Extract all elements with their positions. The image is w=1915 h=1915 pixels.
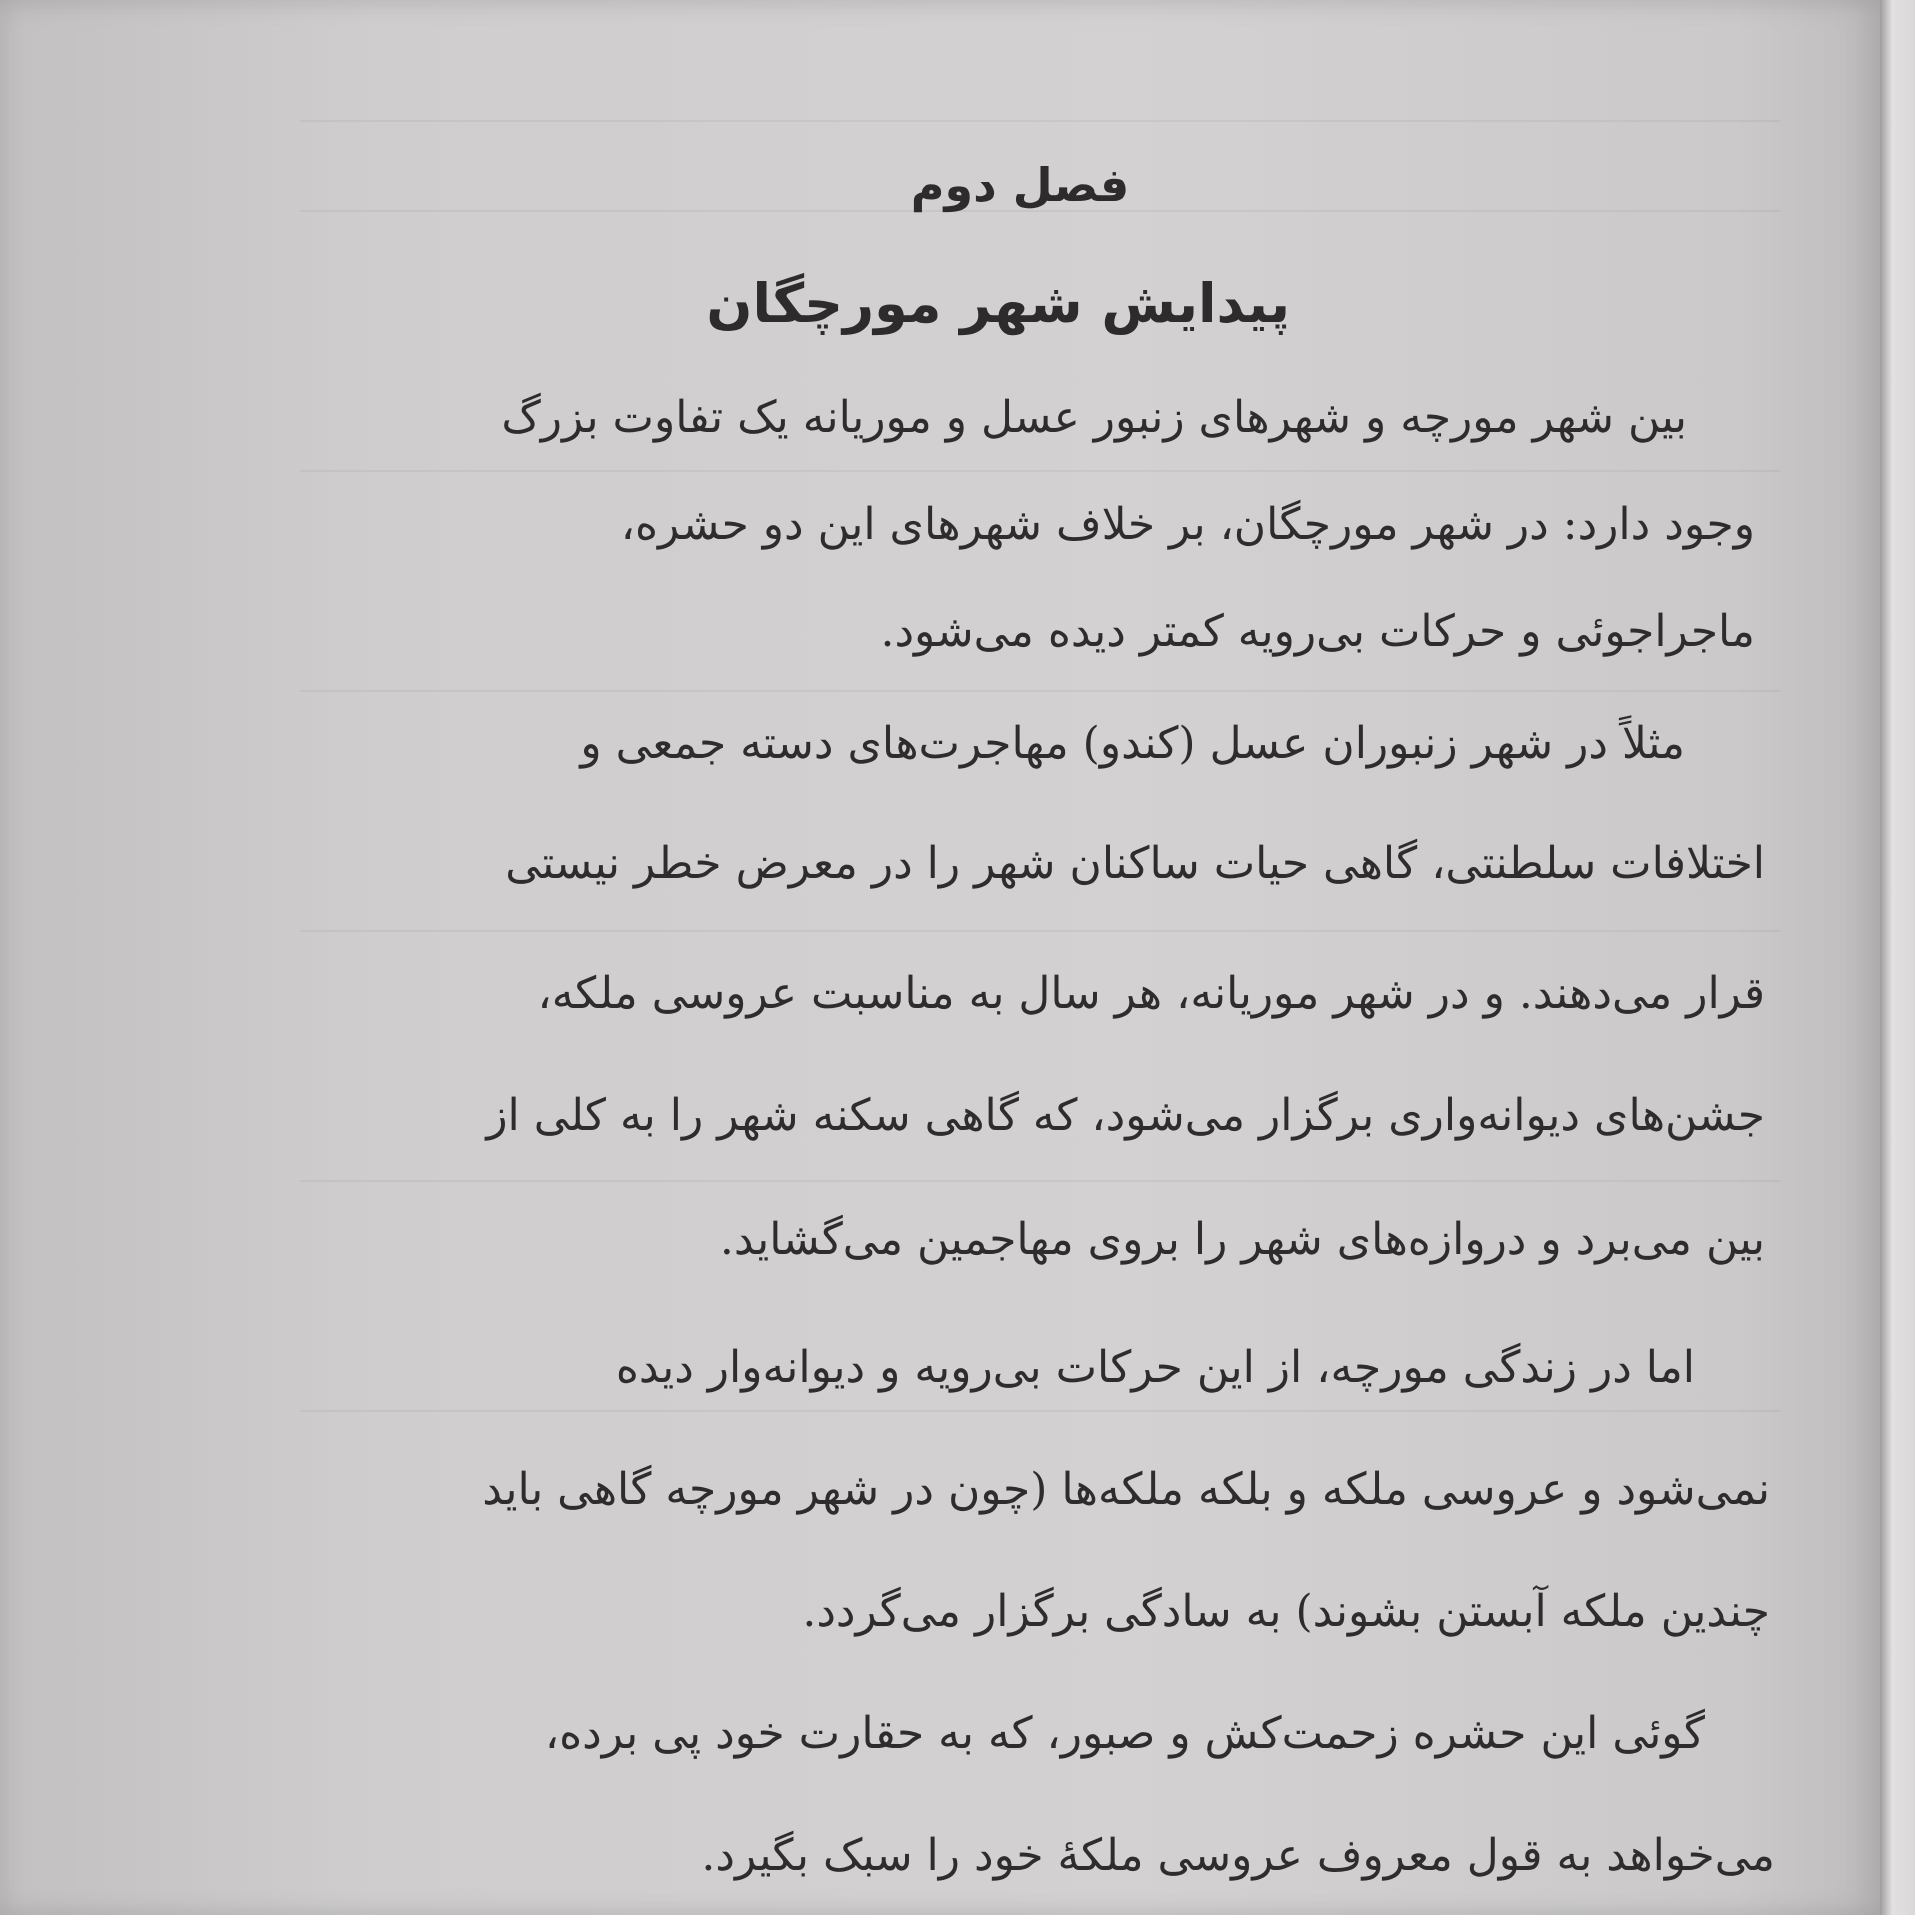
paragraph-2-line-5: بین می‌برد و دروازه‌های شهر را بروی مهاجمین می‌گشاید. <box>719 1214 1765 1265</box>
paragraph-1-line-2: وجود دارد: در شهر مورچگان، بر خلاف شهرهای این دو حشره، <box>620 499 1755 550</box>
bleed-through-line <box>300 690 1780 692</box>
bleed-through-line <box>300 1410 1780 1412</box>
paragraph-4-line-2: می‌خواهد به قول معروف عروسی ملکهٔ خود را سبک بگیرد. <box>701 1830 1775 1881</box>
chapter-number: فصل دوم <box>910 158 1130 212</box>
bleed-through-line <box>300 930 1780 932</box>
paragraph-2-line-2: اختلافات سلطنتی، گاهی حیات ساکنان شهر را در معرض خطر نیستی <box>505 838 1765 889</box>
paragraph-1-line-1: بین شهر مورچه و شهرهای زنبور عسل و موریانه یک تفاوت بزرگ <box>501 392 1687 443</box>
paragraph-3-line-3: چندین ملکه آبستن بشوند) به سادگی برگزار می‌گردد. <box>802 1586 1770 1637</box>
next-page-edge <box>1880 0 1915 1915</box>
paragraph-2-line-1: مثلاً در شهر زنبوران عسل (کندو) مهاجرت‌های دسته جمعی و <box>580 718 1685 769</box>
chapter-title: پیدایش شهر مورچگان <box>706 272 1290 335</box>
paragraph-4-line-1: گوئی این حشره زحمت‌کش و صبور، که به حقارت خود پی برده، <box>544 1708 1705 1759</box>
paragraph-2-line-3: قرار می‌دهند. و در شهر موریانه، هر سال به مناسبت عروسی ملکه، <box>537 968 1765 1019</box>
bleed-through-line <box>300 1180 1780 1182</box>
paragraph-3-line-2: نمی‌شود و عروسی ملکه و بلکه ملکه‌ها (چون در شهر مورچه گاهی باید <box>482 1464 1770 1515</box>
paragraph-3-line-1: اما در زندگی مورچه، از این حرکات بی‌رویه و دیوانه‌وار دیده <box>615 1342 1695 1393</box>
bleed-through-line <box>300 120 1780 122</box>
paragraph-1-line-3: ماجراجوئی و حرکات بی‌رویه کمتر دیده می‌شود. <box>880 606 1755 657</box>
bleed-through-line <box>300 470 1780 472</box>
paragraph-2-line-4: جشن‌های دیوانه‌واری برگزار می‌شود، که گاهی سکنه شهر را به کلی از <box>486 1090 1765 1141</box>
